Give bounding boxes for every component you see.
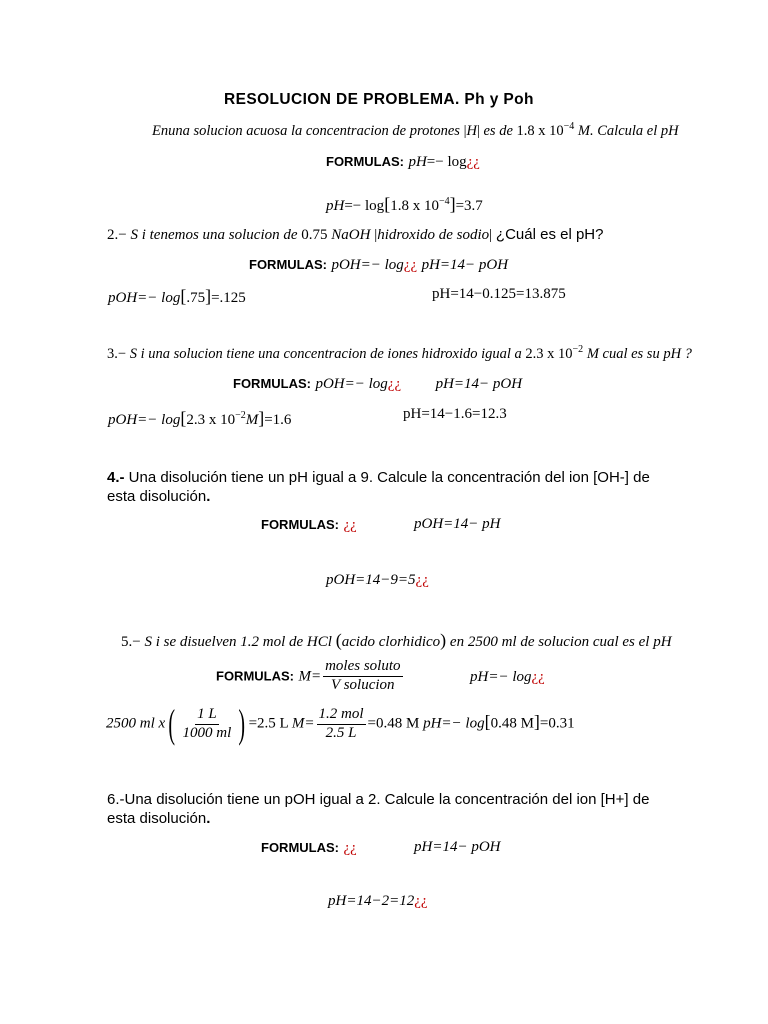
calc-ph-lhs: pH — [326, 198, 345, 214]
document-title: RESOLUCION DE PROBLEMA. Ph y Poh — [224, 91, 534, 108]
calc-arg: 1.8 x 10 — [390, 198, 439, 214]
problem-4-calculation — [326, 572, 429, 589]
problem-3-mantissa: 2.3 x 10 — [525, 346, 573, 362]
calc-molarity-pre: M= — [291, 715, 315, 732]
problem-2-statement: 2.− S i tenemos una solucion de 0.75 NaOH |hidroxido de sodio| ¿Cuál es el pH? — [107, 226, 604, 243]
calc-poh-pre: pOH=− log — [108, 290, 181, 306]
formulas-label: FORMULAS: — [233, 376, 311, 391]
calc-log: =− log — [344, 198, 385, 214]
calc-poh-pre: pOH=− log — [108, 412, 181, 428]
formulas-label: FORMULAS: — [261, 840, 339, 855]
formula-poh: pOH=− log — [315, 376, 388, 392]
formula-ph-text: pH=− log — [470, 669, 532, 685]
problem-6-text: 6.-Una disolución tiene un pOH igual a 2. Calcule la concentración del ion [H+] de esta disolución — [107, 791, 650, 827]
formula-ph-lhs: pH — [408, 154, 427, 170]
problem-5-calculation: 2500 ml x( $\frac{1 L}{1000 ml}$ ) =2.5 L M= $\frac{\text{1.2 mol}}{2.5 L}$ =0.48 M pH=− log[0.48 M]=0.31 — [106, 701, 575, 746]
calc-poh-res: =1.6 — [264, 412, 292, 428]
problem-1-statement: Enuna solucion acuosa la concentracion de protones |H| es de 1.8 x $10^{-4}$ M. Calcula el pH — [152, 121, 679, 139]
calc-ph-result: =0.31 — [539, 715, 575, 732]
problem-1-calculation: pH=− log[1.8 x $10^{-4}]=3.7$ — [326, 194, 483, 214]
problem-6-formula-line — [261, 839, 357, 857]
problem-3-exponent: −2 — [572, 344, 584, 355]
placeholder-marks: ¿¿ — [403, 257, 418, 273]
problem-3-text: S i una solucion tiene una concentracion de iones hidroxido igual a — [129, 346, 522, 362]
calc-poh: pOH=14−9=5 — [326, 572, 416, 588]
problem-3-tail: M cual es su pH ? — [586, 346, 692, 362]
problem-4-formula-line — [261, 516, 357, 534]
calc-volume-result: =2.5 L — [248, 715, 289, 732]
fraction-numerator: 1 L — [195, 707, 219, 725]
fraction-denominator: V solucion — [331, 676, 395, 693]
calc-ph: pH=14−2=12 — [328, 893, 415, 909]
problem-2-species: NaOH — [331, 227, 371, 243]
fraction-numerator: moles soluto — [323, 659, 402, 677]
problem-1-es-de: es de — [483, 123, 513, 139]
placeholder-marks: ¿¿ — [414, 893, 428, 909]
problem-5-formula-line — [216, 659, 405, 694]
problem-5-prefix: 5.− — [121, 634, 145, 650]
problem-2-prefix: 2.− — [107, 227, 131, 243]
problem-1-species: H — [466, 123, 477, 139]
calc-molarity-fraction — [317, 707, 366, 742]
problem-1-mantissa: 1.8 x 10 — [516, 123, 564, 139]
calc-poh-unit: M — [245, 412, 259, 428]
placeholder-marks: ¿¿ — [343, 517, 357, 533]
calc-poh-res: =.125 — [211, 290, 246, 306]
problem-1-question: . Calcula el pH — [590, 123, 679, 139]
fraction-denominator: 1000 ml — [182, 724, 232, 741]
problem-4-period: . — [206, 488, 211, 505]
problem-3-prefix: 3.− — [107, 346, 130, 362]
problem-5-species-name: acido clorhidico — [341, 634, 441, 650]
problem-5-tail: en 2500 ml de solucion cual es el pH — [449, 634, 672, 650]
problem-1-formula-line — [326, 153, 480, 171]
problem-5-text: S i se disuelven 1.2 mol de HCl — [144, 634, 332, 650]
formula-ph: pH=14− pOH — [435, 376, 523, 392]
calc-poh-exp: −2 — [235, 410, 246, 421]
placeholder-marks: ¿¿ — [466, 154, 480, 170]
calc-poh-arg: 2.3 x 10 — [186, 412, 236, 428]
fraction-numerator: 1.2 mol — [317, 707, 366, 725]
calc-result: =3.7 — [455, 198, 483, 214]
problem-2-species-name: hidroxido de sodio — [377, 227, 490, 243]
problem-6-period: . — [206, 810, 211, 827]
formula-m-lhs: M= — [298, 668, 322, 685]
formulas-label: FORMULAS: — [261, 517, 339, 532]
placeholder-marks: ¿¿ — [387, 376, 402, 392]
formula-ph — [470, 669, 545, 686]
placeholder-marks: ¿¿ — [415, 572, 429, 588]
calc-exp: −4 — [438, 196, 450, 207]
problem-3-calc-2: pH=14−1.6=12.3 — [403, 406, 507, 422]
problem-2-question: ¿Cuál es el pH? — [495, 226, 604, 243]
formulas-label: FORMULAS: — [216, 668, 294, 684]
problem-2-calc-2: pH=14−0.125=13.875 — [432, 286, 566, 302]
formulas-label: FORMULAS: — [249, 257, 327, 272]
problem-5-statement: 5.− S i se disuelven 1.2 mol de HCl (acido clorhidico) en 2500 ml de solucion cual es el pH — [121, 630, 672, 650]
calc-ph-pre: pH=− log — [423, 715, 485, 732]
problem-4-text: Una disolución tiene un pH igual a 9. Calcule la concentración del ion [OH-] de esta disolución — [107, 469, 650, 505]
formula-ph: pH=14− pOH — [421, 257, 509, 273]
problem-1-exponent: −4 — [563, 121, 575, 132]
placeholder-marks: ¿¿ — [531, 669, 545, 685]
calc-molarity-result: =0.48 M — [367, 715, 420, 732]
calc-ph-arg: 0.48 M — [490, 715, 534, 732]
formulas-label: FORMULAS: — [326, 154, 404, 169]
placeholder-marks: ¿¿ — [343, 840, 357, 856]
problem-2-formula-line — [249, 256, 508, 274]
problem-3-statement — [107, 346, 692, 363]
problem-6-calculation — [328, 893, 428, 910]
calc-volume-pre: 2500 ml x — [106, 715, 166, 732]
formula-poh: pOH=− log — [331, 257, 404, 273]
problem-1-text: Enuna solucion acuosa la concentracion de protones — [152, 123, 460, 139]
formula-m-fraction — [323, 659, 402, 694]
problem-4-statement — [107, 468, 667, 506]
calc-poh-arg: .75 — [186, 290, 206, 306]
problem-1-unit: M — [577, 123, 590, 139]
calc-volume-fraction — [181, 707, 234, 742]
problem-3-formula-line — [233, 375, 522, 393]
formula-ph-rhs: =− log — [426, 154, 467, 170]
problem-4-number: 4.- — [107, 469, 125, 486]
problem-6-statement — [107, 790, 667, 828]
problem-2-text: S i tenemos una solucion de — [130, 227, 298, 243]
formula-ph: pH=14− pOH — [414, 839, 501, 855]
problem-3-calc-1: pOH=− log[2.3 x $10^{-2}M]=1.6$ — [108, 408, 292, 428]
problem-2-calc-1: pOH=− log[.75]=.125 — [108, 286, 246, 306]
problem-2-conc: 0.75 — [301, 227, 328, 243]
fraction-denominator: 2.5 L — [325, 724, 357, 741]
formula-poh: pOH=14− pH — [414, 516, 501, 532]
